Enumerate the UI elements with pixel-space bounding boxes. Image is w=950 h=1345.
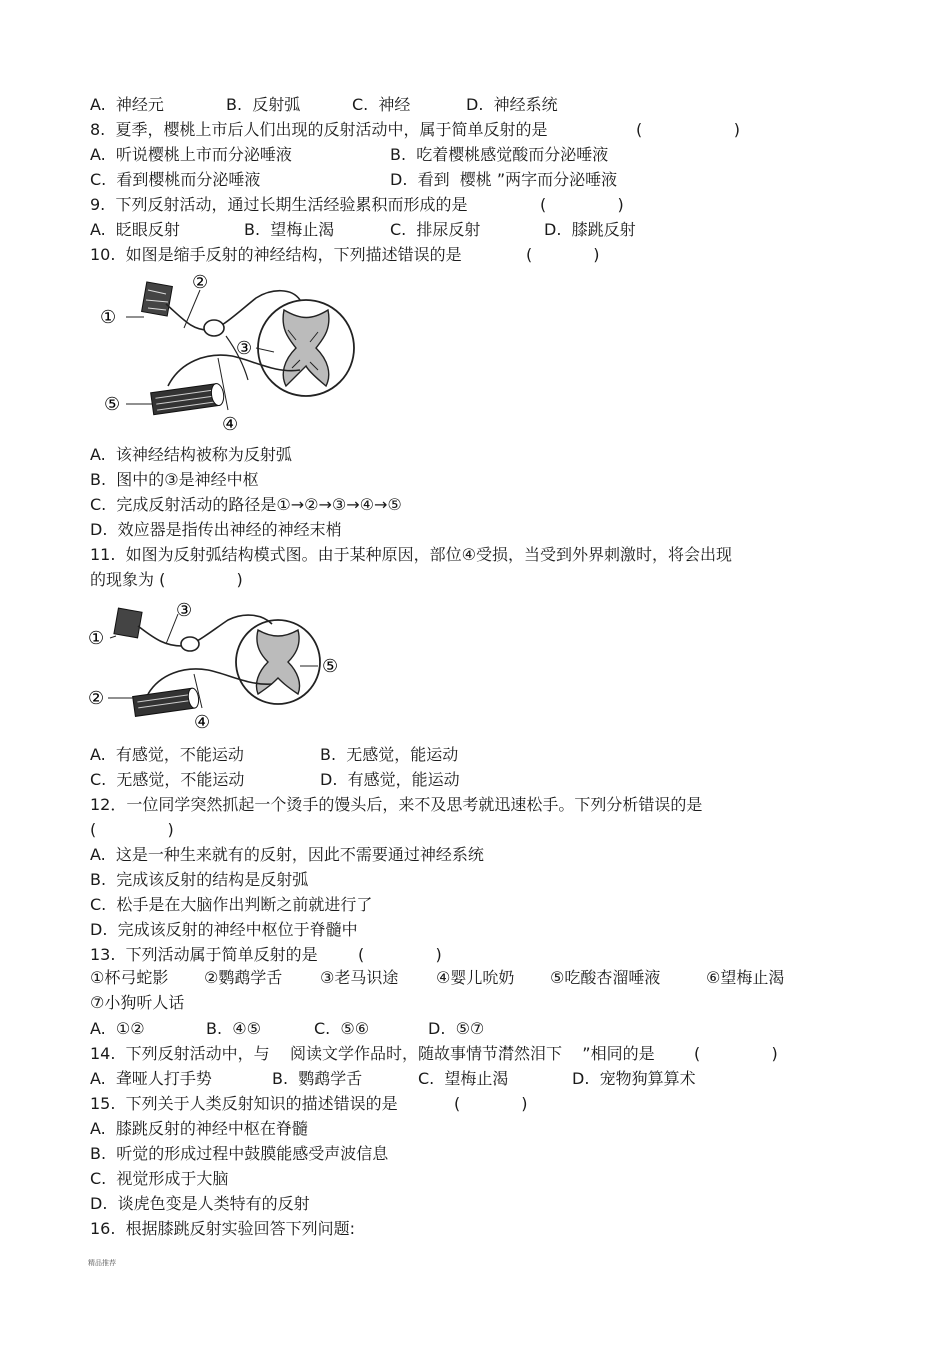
q13-item-2: ②鹦鹉学舌 <box>204 968 283 987</box>
q10-label-5: ⑤ <box>104 394 121 415</box>
q14-option-d: D. 宠物狗算算术 <box>572 1069 696 1088</box>
q12-option-d: D. 完成该反射的神经中枢位于脊髓中 <box>90 920 358 939</box>
q8-stem: 8. 夏季，樱桃上市后人们出现的反射活动中，属于简单反射的是 <box>90 120 548 139</box>
q11-stem-line1: 11. 如图为反射弧结构模式图。由于某种原因，部位④受损，当受到外界刺激时，将会出现 <box>90 545 732 564</box>
q10-option-b: B. 图中的③是神经中枢 <box>90 470 259 489</box>
q13-option-b: B. ④⑤ <box>206 1019 261 1038</box>
q15-option-a: A. 膝跳反射的神经中枢在脊髓 <box>90 1119 308 1138</box>
q12-option-b: B. 完成该反射的结构是反射弧 <box>90 870 309 889</box>
q8-option-a: A. 听说樱桃上市而分泌唾液 <box>90 145 292 164</box>
q11-option-d: D. 有感觉，能运动 <box>320 770 460 789</box>
q10-label-3: ③ <box>236 338 253 359</box>
q15-stem: 15. 下列关于人类反射知识的描述错误的是 <box>90 1094 398 1113</box>
q9-option-c: C. 排尿反射 <box>390 220 481 239</box>
q7-option-a: A. 神经元 <box>90 95 164 114</box>
q8-option-b: B. 吃着樱桃感觉酸而分泌唾液 <box>390 145 609 164</box>
q13-item-4: ④婴儿吮奶 <box>436 968 515 987</box>
q13-answer-paren: ( ) <box>358 945 442 964</box>
q9-option-b: B. 望梅止渴 <box>244 220 335 239</box>
q11-label-3: ③ <box>176 600 193 621</box>
q13-option-c: C. ⑤⑥ <box>314 1019 370 1038</box>
q13-option-d: D. ⑤⑦ <box>428 1019 485 1038</box>
q13-item-5: ⑤吃酸杏溜唾液 <box>550 968 661 987</box>
q7-option-c: C. 神经 <box>352 95 411 114</box>
q9-option-a: A. 眨眼反射 <box>90 220 180 239</box>
q10-stem: 10. 如图是缩手反射的神经结构，下列描述错误的是 <box>90 245 462 264</box>
q15-option-c: C. 视觉形成于大脑 <box>90 1169 229 1188</box>
q13-item-6: ⑥望梅止渴 <box>706 968 785 987</box>
q14-option-c: C. 望梅止渴 <box>418 1069 509 1088</box>
q15-option-d: D. 谈虎色变是人类特有的反射 <box>90 1194 310 1213</box>
q11-option-b: B. 无感觉，能运动 <box>320 745 459 764</box>
q14-option-a: A. 聋哑人打手势 <box>90 1069 212 1088</box>
q13-stem: 13. 下列活动属于简单反射的是 <box>90 945 318 964</box>
q12-stem-line1: 12．一位同学突然抓起一个烫手的馒头后，来不及思考就迅速松手。下列分析错误的是 <box>90 795 703 814</box>
q15-answer-paren: ( ) <box>454 1094 528 1113</box>
q8-answer-paren: ( ) <box>636 120 741 139</box>
q11-option-a: A. 有感觉，不能运动 <box>90 745 244 764</box>
q11-label-5: ⑤ <box>322 656 339 677</box>
q9-stem: 9. 下列反射活动，通过长期生活经验累积而形成的是 <box>90 195 468 214</box>
q12-option-c: C. 松手是在大脑作出判断之前就进行了 <box>90 895 373 914</box>
q9-option-d: D. 膝跳反射 <box>544 220 636 239</box>
q13-item-7: ⑦小狗听人话 <box>90 993 185 1012</box>
q11-label-2: ② <box>88 688 105 709</box>
q10-label-4: ④ <box>222 414 239 435</box>
q10-answer-paren: ( ) <box>526 245 600 264</box>
q10-reflex-arc-figure <box>96 270 366 440</box>
q7-option-b: B. 反射弧 <box>226 95 301 114</box>
q10-option-d: D. 效应器是指传出神经的神经末梢 <box>90 520 342 539</box>
q7-option-d: D. 神经系统 <box>466 95 558 114</box>
q11-option-c: C. 无感觉，不能运动 <box>90 770 245 789</box>
q9-answer-paren: ( ) <box>540 195 624 214</box>
q11-label-1: ① <box>88 628 105 649</box>
q14-answer-paren: ( ) <box>694 1044 778 1063</box>
q15-option-b: B. 听觉的形成过程中鼓膜能感受声波信息 <box>90 1144 389 1163</box>
q14-stem: 14. 下列反射活动中，与 阅读文学作品时，随故事情节潸然泪下 ”相同的是 <box>90 1044 655 1063</box>
q10-label-2: ② <box>192 272 209 293</box>
q11-reflex-arc-figure <box>86 596 352 736</box>
page-footer: 精品推荐 <box>88 1259 116 1267</box>
q11-label-4: ④ <box>194 712 211 733</box>
q10-option-c: C. 完成反射活动的路径是①→②→③→④→⑤ <box>90 495 402 514</box>
q8-option-d: D. 看到 樱桃 ”两字而分泌唾液 <box>390 170 618 189</box>
q14-option-b: B. 鹦鹉学舌 <box>272 1069 363 1088</box>
q13-item-3: ③老马识途 <box>320 968 399 987</box>
q10-label-1: ① <box>100 307 117 328</box>
q11-stem-line2: 的现象为 ( ) <box>90 570 243 589</box>
q16-stem: 16. 根据膝跳反射实验回答下列问题: <box>90 1219 356 1238</box>
q13-item-1: ①杯弓蛇影 <box>90 968 169 987</box>
q13-option-a: A. ①② <box>90 1019 145 1038</box>
q12-stem-line2: ( ) <box>90 820 174 839</box>
q12-option-a: A. 这是一种生来就有的反射，因此不需要通过神经系统 <box>90 845 484 864</box>
q8-option-c: C. 看到樱桃而分泌唾液 <box>90 170 261 189</box>
q10-option-a: A. 该神经结构被称为反射弧 <box>90 445 292 464</box>
